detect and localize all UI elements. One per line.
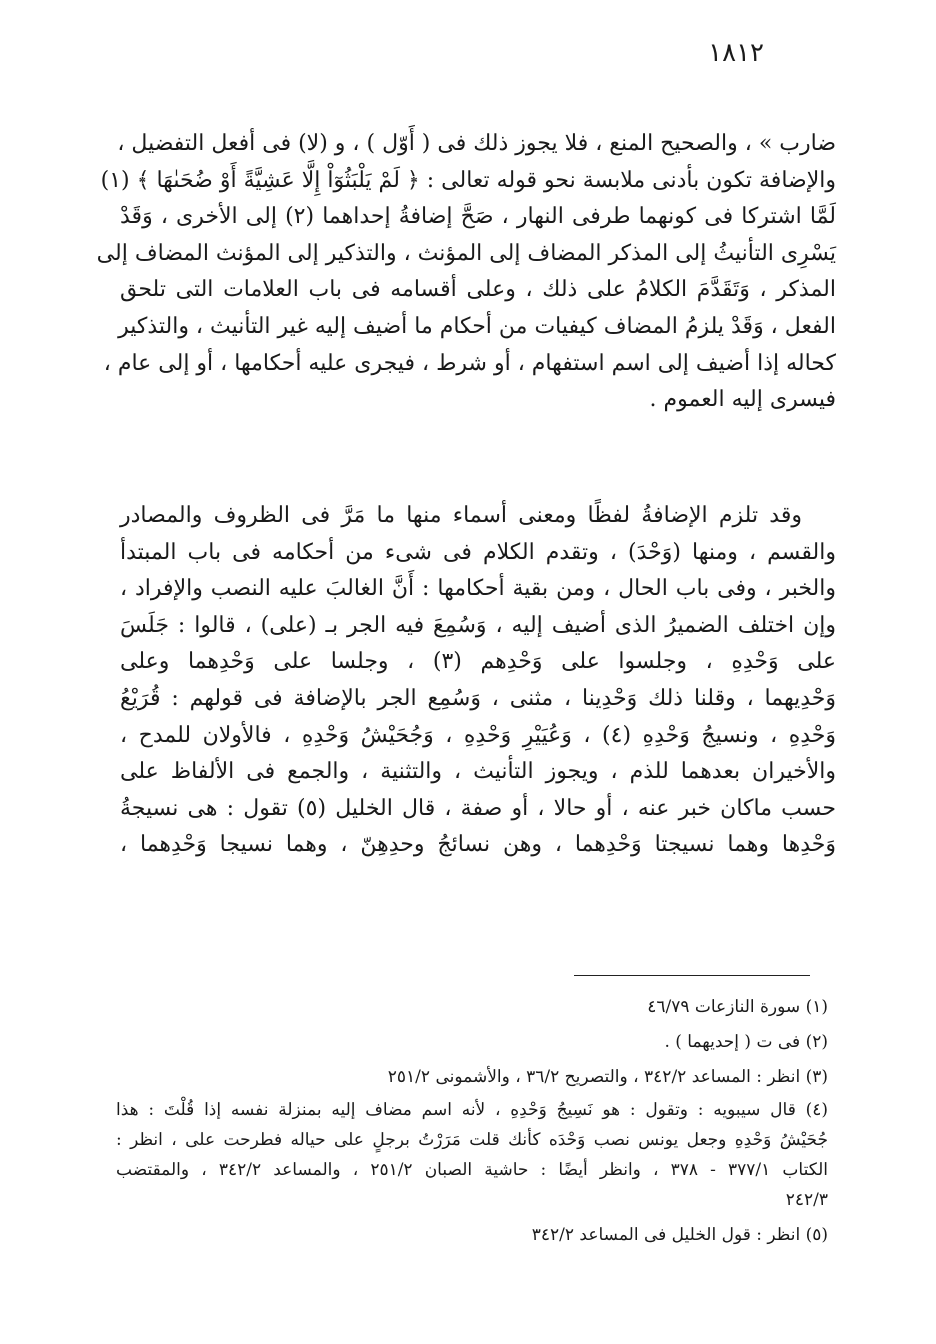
text-line: يَسْرِى التأنيثُ إلى المذكر المضاف إلى المؤنث ، والتذكير إلى المؤنث المضاف إلى — [96, 240, 836, 266]
footnote-1: (١) سورة النازعات ٤٦/٧٩ — [647, 997, 828, 1017]
text-line: وَحْدِها وهما نسيجتا وَحْدِهما ، وهن نسائجُ وحدِهِنّ ، وهما نسيجا وَحْدِهما ، — [120, 832, 836, 858]
text-line: ضارب » ، والصحيح المنع ، فلا يجوز ذلك فى ( أَوّل ) ، و (لا) فى أفعل التفضيل ، — [117, 131, 836, 156]
footnote-4-line: (٤) قال سيبويه : وتقول : هو نَسِيجُ وَحْدِهِ ، لأنه اسم مضاف إليه بمنزلة نفسه إذا قُلْتَ : هذا — [116, 1100, 828, 1120]
text-line: الفعل ، وَقَدْ يلزمُ المضاف كيفيات من أحكام ما أضيف إليه غير التأنيث ، والتذكير — [118, 313, 836, 339]
paragraph-1 — [96, 126, 836, 419]
footnote-2: (٢) فى ت ( إحديهما ) . — [664, 1032, 828, 1052]
text-line: المذكر ، وَتَقَدَّمَ الكلامُ على ذلك ، وعلى أقسامه فى باب العلامات التى تلحق — [120, 277, 836, 303]
footnote-4-line: الكتاب ٣٧٧/١ - ٣٧٨ ، وانظر أيضًا : حاشية الصبان ٢٥١/٢ ، والمساعد ٣٤٢/٢ ، والمقتضب — [116, 1160, 828, 1180]
text-line: على وَحْدِهِ ، وجلسوا على وَحْدِهم (٣) ، وجلسا على وَحْدِهما وعلى — [120, 649, 836, 675]
footnote-4-line: ٢٤٢/٣ — [785, 1190, 828, 1210]
footnote-4-line: جُحَيْشُ وَحْدِهِ وجعل يونس نصب وَحْدَه كأنك قلت مَرَرْتُ برجلٍ على حياله فطرحت على ، انظر : — [116, 1130, 828, 1150]
text-line: فيسرى إليه العموم . — [649, 387, 836, 413]
text-line: حسب ماكان خبر عنه ، أو حالا ، أو صفة ، قال الخليل (٥) تقول : هى نسيجةُ — [120, 795, 836, 821]
text-line: وإن اختلف الضميرُ الذى أضيف إليه ، وَسُمِعَ فيه الجر بـ (على) ، قالوا : جَلَسَ — [120, 612, 836, 638]
page-number: ١٨١٢ — [708, 38, 764, 68]
footnote-5: (٥) انظر : قول الخليل فى المساعد ٣٤٢/٢ — [531, 1225, 828, 1245]
text-line: والخبر ، وفى باب الحال ، ومن بقية أحكامها : أَنَّ الغالبَ عليه النصب والإفراد ، — [120, 576, 836, 602]
footnotes — [116, 990, 828, 1250]
text-line: لَمَّا اشتركا فى كونهما طرفى النهار ، صَحَّ إضافةُ إحداهما (٢) إلى الأخرى ، وَقَدْ — [120, 204, 836, 230]
text-line: وقد تلزم الإضافةُ لفظًا ومعنى أسماء منها ما مَرَّ فى الظروف والمصادر — [120, 503, 802, 528]
text-line: والقسم ، ومنها (وَحْدَ) ، وتقدم الكلام فى شىء من أحكامه فى باب المبتدأ — [120, 539, 836, 565]
text-line: والأخيران بعدهما للذم ، ويجوز التأنيث ، والتثنية ، والجمع فى الألفاظ على — [120, 759, 836, 785]
footnote-divider — [574, 975, 810, 976]
paragraph-2 — [120, 498, 836, 864]
text-line: وَحْدِيهما ، وقلنا ذلك وَحْدِينا ، مثنى ، وَسُمِع الجر بالإضافة فى قولهم : قُرَيْعُ — [120, 685, 836, 711]
text-line: وَحْدِهِ ، ونسيجُ وَحْدِهِ (٤) ، وَعُيَيْرِ وَحْدِهِ ، وَجُحَيْشُ وَحْدِهِ ، فالأولان للمدح ، — [120, 722, 837, 748]
text-line: والإضافة تكون بأدنى ملابسة نحو قوله تعالى : ﴿ لَمْ يَلْبَثُوٓاْ إِلَّا عَشِيَّةً أَوْ ضُحَىٰهَا ﴾ (١) — [100, 167, 836, 193]
text-line: كحاله إذا أضيف إلى اسم استفهام ، أو شرط ، فيجرى عليه أحكامها ، أو إلى عام ، — [103, 350, 836, 376]
footnote-3: (٣) انظر : المساعد ٣٤٢/٢ ، والتصريح ٣٦/٢ ، والأشمونى ٢٥١/٢ — [387, 1067, 828, 1087]
